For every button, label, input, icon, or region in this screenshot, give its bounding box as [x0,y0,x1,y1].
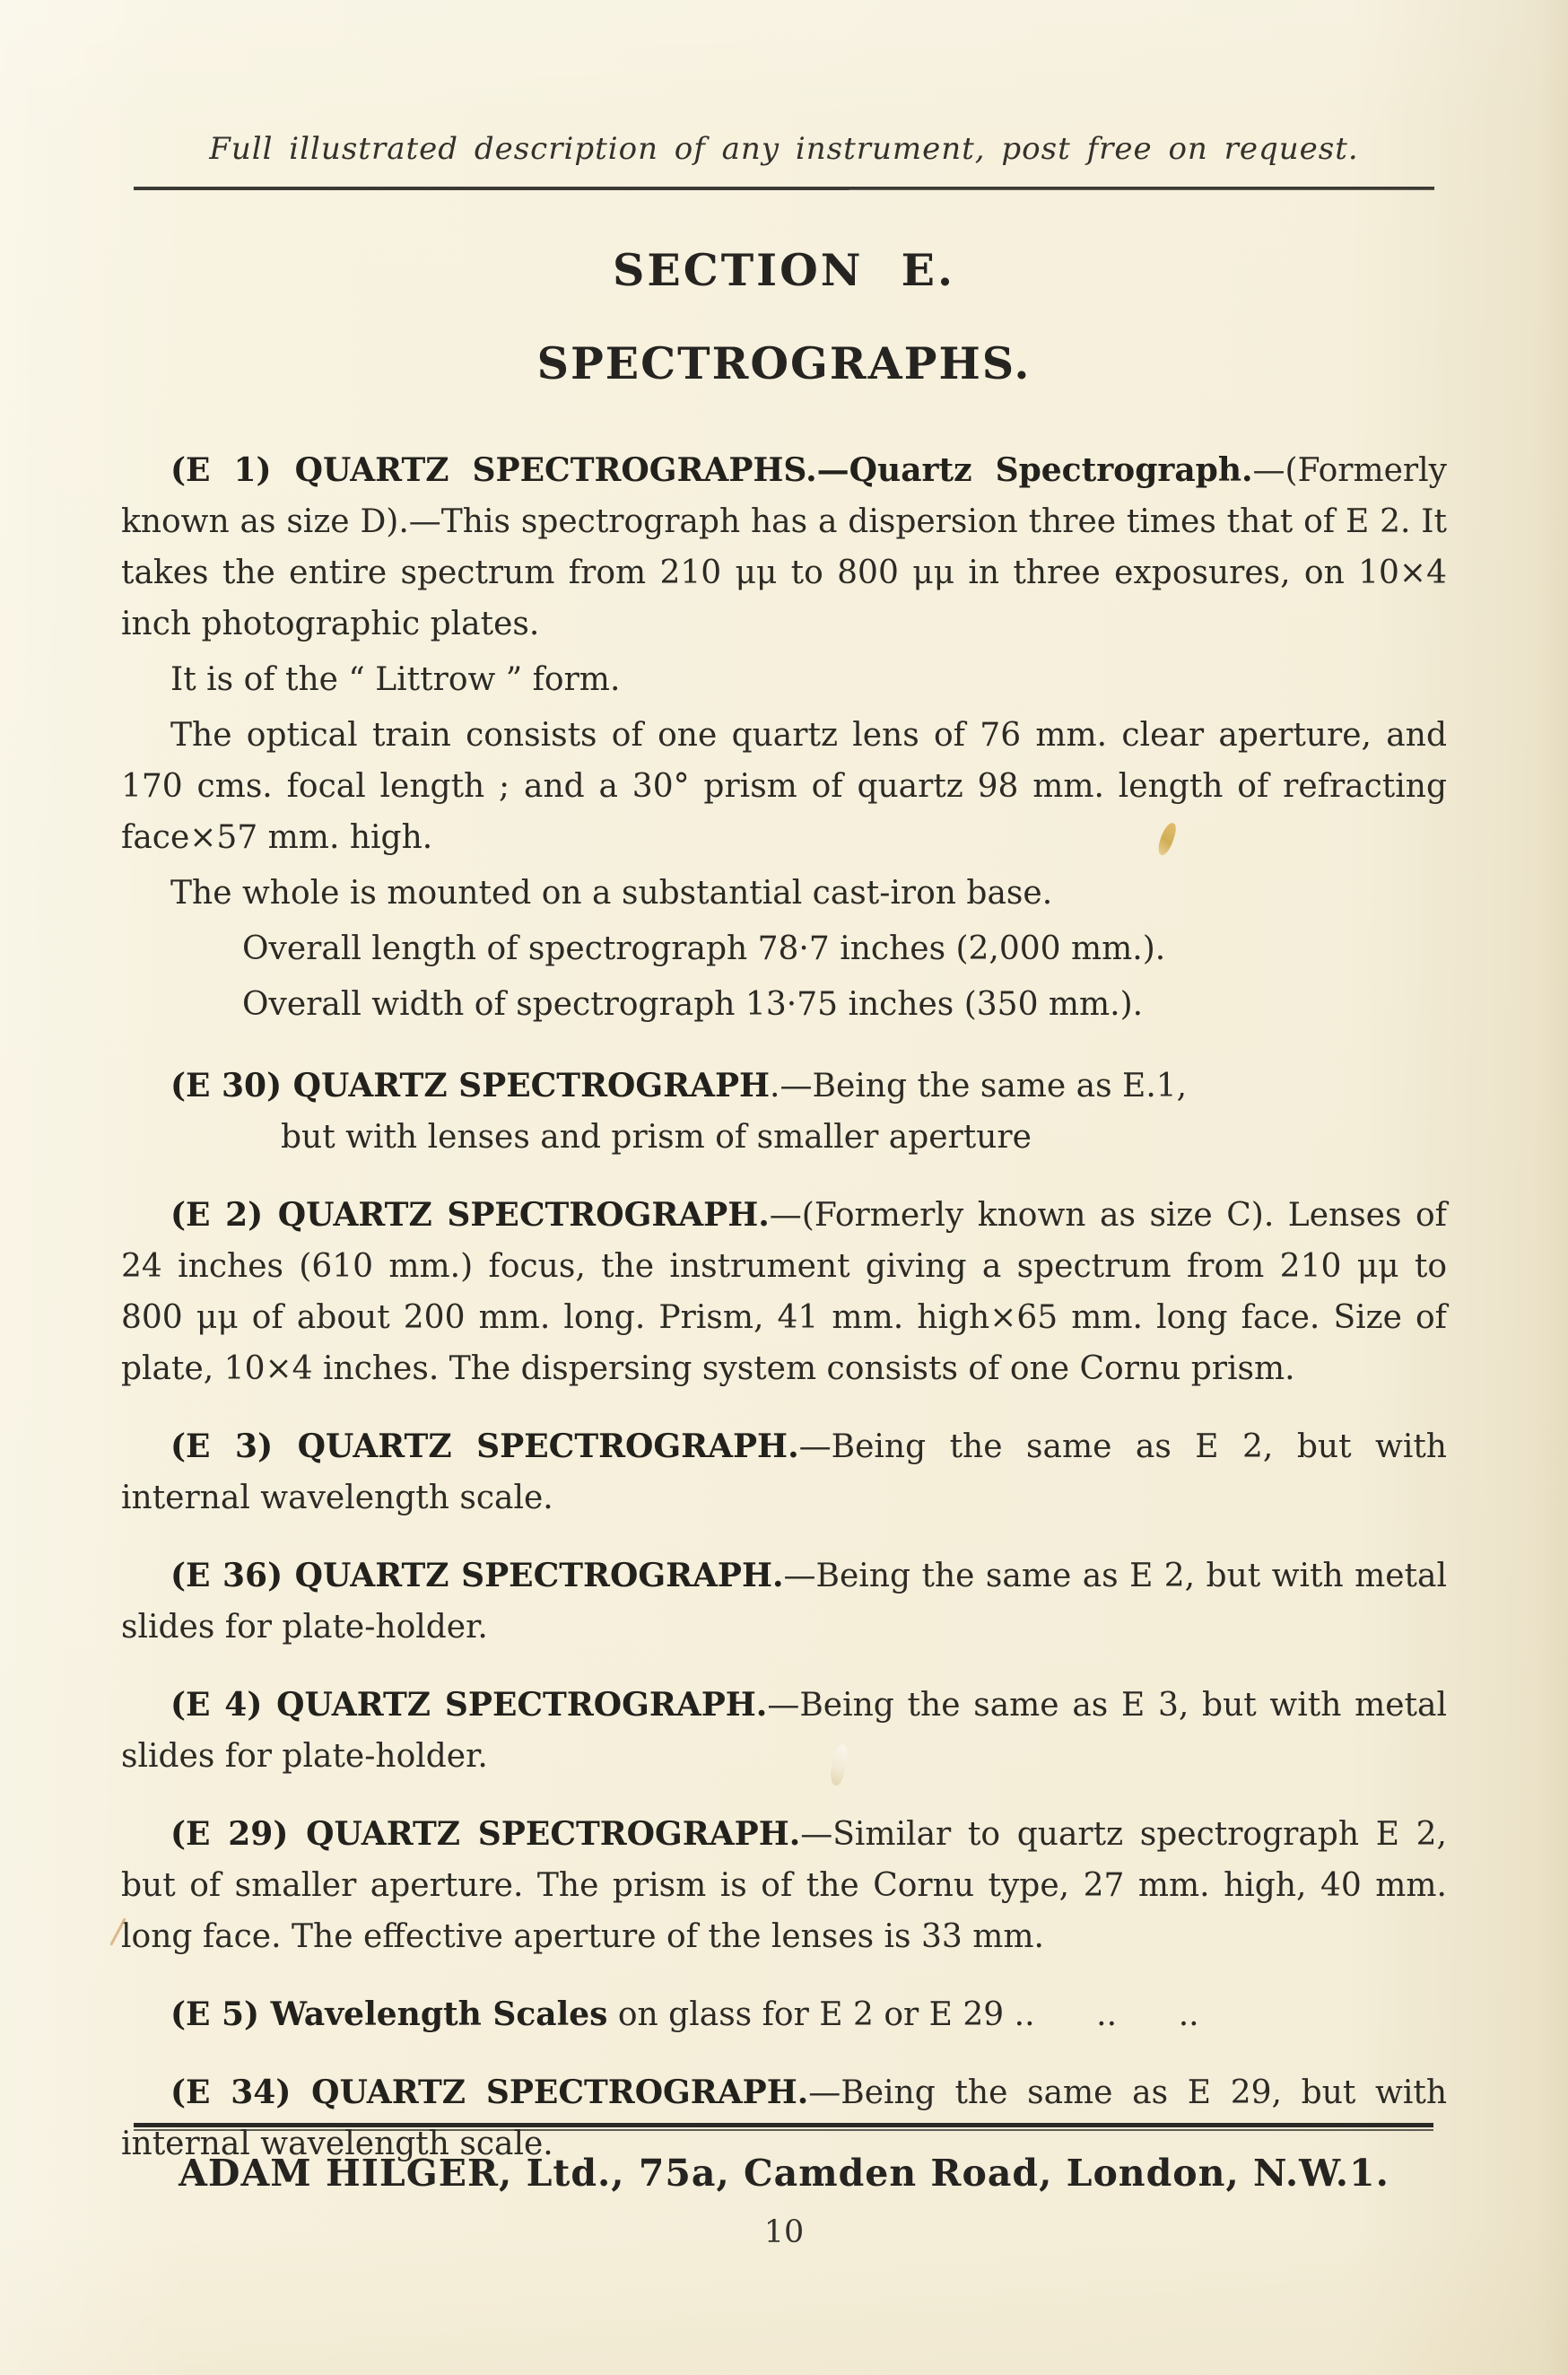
entry-e5-heading: (E 5) Wavelength Scales [170,1995,608,2033]
entry-e5 [121,1989,1447,2040]
entry-e3 [121,1421,1447,1524]
entry-e4 [121,1680,1447,1782]
entry-e36-heading: (E 36) QUARTZ SPECTROGRAPH. [170,1557,784,1594]
entry-e30-body-line2: but with lenses and prism of smaller aperture [281,1119,1032,1156]
entry-e3-body: —Being the same as E 2, but with internal wavelength scale. [121,1428,1447,1516]
paragraph-cast-iron-base-text: The whole is mounted on a substantial cast-iron base. [170,875,1053,912]
paragraph-littrow-text: It is of the “ Littrow ” form. [170,661,621,698]
running-header-note: Full illustrated description of any instrument, post free on request. [209,131,1359,167]
entry-e29 [121,1809,1447,1962]
spec-overall-width-text: Overall width of spectrograph 13·75 inches (350 mm.). [242,986,1144,1023]
entry-e29-heading: (E 29) QUARTZ SPECTROGRAPH. [170,1815,801,1853]
spec-overall-length-text: Overall length of spectrograph 78·7 inches (2,000 mm.). [242,930,1166,967]
paragraph-optical-train [121,710,1447,863]
spec-overall-length [242,923,1447,974]
entry-e1 [121,445,1447,650]
entry-e30-body-line1: .—Being the same as E.1, [770,1068,1188,1105]
footer-address: ADAM HILGER, Ltd., 75a, Camden Road, London, N.W.1. [179,2152,1389,2195]
page-number: 10 [763,2214,805,2250]
entry-e34-heading: (E 34) QUARTZ SPECTROGRAPH. [170,2074,809,2111]
footer-divider-rule [134,2123,1433,2131]
entry-e2-heading: (E 2) QUARTZ SPECTROGRAPH. [170,1196,770,1234]
entry-e1-body: —(Formerly known as size D).—This spectrograph has a dispersion three times that of E 2. It takes the entire spectrum from 210 μμ to 800 μμ in three exposures, on 10×4 inch photographic plates. [121,452,1447,642]
entry-e4-body: —Being the same as E 3, but with metal slides for plate-holder. [121,1687,1448,1775]
spec-overall-width [242,979,1447,1030]
entry-e29-body: —Similar to quartz spectrograph E 2, but of smaller aperture. The prism is of the Cornu type, 27 mm. high, 40 mm. long face. The effective aperture of the lenses is 33 mm. [121,1816,1447,1955]
entry-e2-body: —(Formerly known as size C). Lenses of 24 inches (610 mm.) focus, the instrument giving a spectrum from 210 μμ to 800 μμ of about 200 mm. long. Prism, 41 mm. high×65 mm. long face. Size of plate, 10×4 inches. The dispersing system consists of one Cornu prism. [121,1197,1447,1387]
entry-e30 [121,1061,1447,1163]
entry-e5-body: on glass for E 2 or E 29 .. .. .. [607,1996,1199,2033]
entry-e1-heading: (E 1) QUARTZ SPECTROGRAPHS.—Quartz Spectrograph. [170,451,1253,489]
paragraph-cast-iron-base [121,868,1447,919]
paragraph-littrow [121,654,1447,705]
entry-e36 [121,1550,1447,1653]
entry-e2 [121,1190,1447,1394]
entry-e3-heading: (E 3) QUARTZ SPECTROGRAPH. [170,1428,799,1465]
header-divider-rule [134,187,1434,190]
section-subtitle: SPECTROGRAPHS. [536,337,1032,389]
entry-e4-heading: (E 4) QUARTZ SPECTROGRAPH. [170,1686,768,1724]
entry-e34-body: —Being the same as E 29, but with internal wavelength scale. [121,2074,1448,2162]
entry-e30-heading: (E 30) QUARTZ SPECTROGRAPH [170,1067,771,1105]
entry-e36-body: —Being the same as E 2, but with metal slides for plate-holder. [121,1558,1447,1646]
paragraph-optical-train-text: The optical train consists of one quartz lens of 76 mm. clear aperture, and 170 cms. focal length ; and a 30° prism of quartz 98 mm. length of refracting face×57 mm. high. [121,717,1447,856]
section-title: SECTION E. [612,244,956,296]
